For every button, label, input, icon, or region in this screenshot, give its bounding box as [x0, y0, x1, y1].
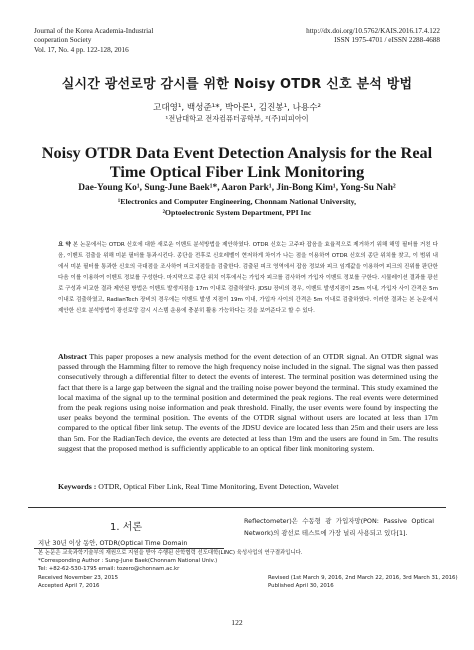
keywords	[58, 482, 438, 492]
affiliation-2: ²Optoelectronic System Department, PPI Inc	[162, 208, 312, 217]
journal-name-line1: Journal of the Korea Academia-Industrial	[34, 27, 154, 35]
english-abstract-label: Abstract	[58, 352, 88, 361]
affiliation-1: ¹Electronics and Computer Engineering, Chonnam National University,	[117, 197, 357, 206]
doi-info	[306, 27, 440, 46]
page-header	[34, 27, 440, 67]
doi-link[interactable]: http://dx.doi.org/10.5762/KAIS.2016.17.4.122	[306, 27, 440, 35]
page-number: 122	[231, 618, 243, 627]
received-date: Received November 23, 2015	[38, 574, 119, 581]
english-title: Noisy OTDR Data Event Detection Analysis for the Real Time Optical Fiber Link Monitoring	[41, 143, 433, 181]
korean-abstract	[58, 240, 438, 317]
funding-note: 본 논문은 교육과학기술부의 재원으로 지원을 받아 수행된 산학협력 선도대학(LINC) 육성사업의 연구결과입니다.	[38, 550, 303, 556]
korean-title: 실시간 광선로망 감시를 위한 Noisy OTDR 신호 분석 방법	[61, 77, 413, 92]
english-abstract-text: This paper proposes a new analysis method for the event detection of an OTDR signal. An OTDR signal was passed through the Hamming filter to remove the high frequency noise included in the signal. The signal was then passed consecutively through a differential filter to detect the events of interest. The terminal position was determined using the fact that there is a large gap between the signal and the trailing noise power beyond the terminal. This study examined the local maxima of the signal up to the terminal position and determined the peak regions. The real events were determined from the peak regions using noise information and peak threshold. Finally, the user events were found by inspecting the user peaks beyond the terminal position. The events of the OTDR signal without users are located at less than 17m compared to the optical fiber link setup. The events of the JDSU device are located less than 25m and their users are less than 5m. For the RadianTech device, the events are detected at less than 19m and the users are found in 5m. The results suggest that the proposed method is sufficiently applicable to an optical fiber link monitoring system.	[58, 352, 438, 453]
korean-affiliations: ¹전남대학교 전자컴퓨터공학부, ²(주)피피아이	[165, 114, 309, 123]
keywords-label: Keywords :	[58, 482, 97, 491]
english-authors: Dae-Young Ko¹, Sung-June Baek¹*, Aaron Park¹, Jin-Bong Kim¹, Yong-Su Nah²	[78, 183, 396, 193]
dates-row-1	[38, 574, 458, 582]
korean-abstract-label: 요 약	[58, 242, 71, 248]
published-date: Published April 30, 2016	[268, 582, 334, 589]
journal-info	[34, 27, 153, 55]
korean-abstract-text: 본 논문에서는 OTDR 신호에 대한 새로운 이벤트 분석방법을 제안하였다. OTDR 신호는 고주파 잡음을 효율적으로 제거하기 위해 해밍 필터를 거친 다음, 이벤트 검출을 위해 미분 필터를 통과시킨다. 종단을 전후로 신호레벨이 현저하게 차이가 나는 점을 이용하여 OTDR 신호의 종단 위치를 찾고, 이 범위 내에서 미분 필터를 통과한 신호의 극대점을 조사하여 피크지점들을 검출한다. 검출된 피크 영역에서 잡음 정보와 피크 임계값을 이용하여 피크의 진위를 판단한 다음 이를 이용하여 이벤트 정보를 구성한다. 마지막으로 종단 위치 이후에서는 가입자 피크를 검사하여 가입자 이벤트 정보를 구한다. 시뮬레이션 결과를 광선로 구성과 비교한 결과 제안된 방법은 이벤트 발생지점을 17m 이내로 검출하였다. JDSU 장비의 경우, 이벤트 발생지점이 25m 이내, 가입자 사이 간격은 5m 이내로 검출하였고, RadianTech 장비의 경우에는 이벤트 발생 지점이 19m 이내, 가입자 사이의 간격은 5m 이내로 검출하였다. 이러한 결과는 본 논문에서 제안한 신호 분석방법이 광선로망 감시 시스템 운용에 충분히 활용 가능하다는 것을 보여준다고 할 수 있다.	[58, 242, 438, 314]
body-text-right: Reflectometer)은 수동형 광 가입자망(PON: Passive Optical Network)의 광선로 테스트에 가장 널리 사용되고 있다[1].	[244, 517, 434, 537]
accepted-date: Accepted April 7, 2016	[38, 582, 100, 589]
corresponding-author: *Corresponding Author : Sung-June Baek(Chonnam National Univ.)	[38, 558, 218, 565]
footnotes	[38, 549, 458, 590]
journal-name-line2: cooperation Society	[34, 36, 92, 45]
keywords-text: OTDR, Optical Fiber Link, Real Time Monitoring, Event Detection, Wavelet	[98, 482, 339, 491]
korean-authors: 고대영¹, 백성준¹*, 박아론¹, 김진봉¹, 나용수²	[153, 103, 321, 113]
body-text-left: 지난 30년 이상 동안, OTDR(Optical Time Domain	[38, 539, 188, 547]
contact-info: Tel: +82-62-530-1795 email: tozero@chonnam.ac.kr	[38, 566, 180, 573]
journal-volume: Vol. 17, No. 4 pp. 122-128, 2016	[34, 45, 129, 54]
english-affiliations	[0, 196, 474, 218]
revised-date: Revised (1st March 9, 2016, 2nd March 22, 2016, 3rd March 31, 2016)	[268, 574, 458, 581]
section-heading: 1. 서론	[110, 522, 143, 533]
section-divider	[28, 507, 446, 508]
english-abstract	[58, 352, 438, 454]
dates-row-2	[38, 582, 458, 590]
issn: ISSN 1975-4701 / eISSN 2288-4688	[334, 36, 440, 45]
